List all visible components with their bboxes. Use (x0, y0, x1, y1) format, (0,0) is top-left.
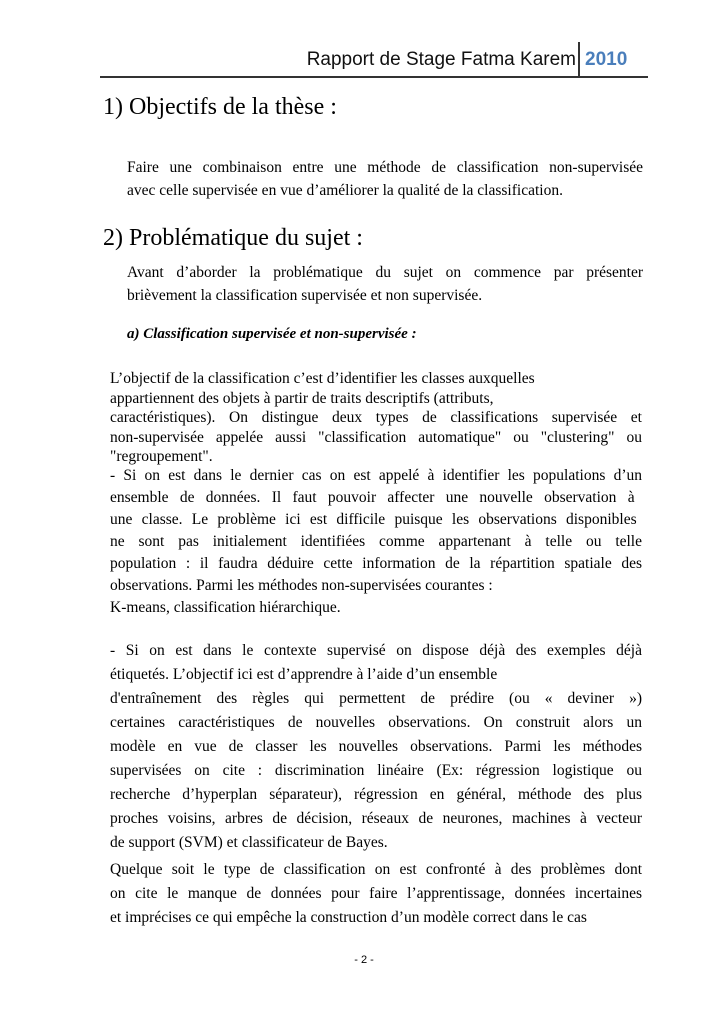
header-separator (578, 42, 580, 76)
section1-paragraph (127, 156, 643, 202)
text-line: ne sont pas initialement identifiées comme appartenant à telle ou telle (110, 533, 642, 550)
section2-paragraph (127, 261, 643, 307)
text-line: K-means, classification hiérarchique. (110, 599, 341, 616)
page-number: - 2 - (354, 954, 374, 966)
text-line: certaines caractéristiques de nouvelles observations. On construit alors un (110, 714, 642, 731)
text-line: de support (SVM) et classificateur de Bayes. (110, 834, 388, 851)
text-line: on cite le manque de données pour faire l’apprentissage, données incertaines (110, 885, 642, 902)
text-line: une classe. Le problème ici est difficile puisque les observations disponibles (110, 511, 637, 528)
text-line: L’objectif de la classification c’est d’identifier les classes auxquelles (110, 370, 535, 387)
paragraph-3 (110, 639, 642, 855)
text-line: supervisées on cite : discrimination linéaire (Ex: régression logistique ou (110, 762, 642, 779)
page-header (100, 40, 648, 76)
header-year: 2010 (585, 49, 628, 70)
text-line: population : il faudra déduire cette information de la répartition spatiale des (110, 555, 642, 572)
text-line: modèle en vue de classer les nouvelles observations. Parmi les méthodes (110, 738, 642, 755)
text-line: non-supervisée appelée aussi "classification automatique" ou "clustering" ou (110, 428, 642, 446)
text-line: et imprécises ce qui empêche la construction d’un modèle correct dans le cas (110, 909, 587, 926)
text-line: appartiennent des objets à partir de traits descriptifs (attributs, (110, 389, 494, 407)
text-line: brièvement la classification supervisée et non supervisée. (127, 287, 483, 304)
paragraph-1 (110, 369, 642, 467)
section1-heading: 1) Objectifs de la thèse : (103, 94, 337, 120)
section2-heading: 2) Problématique du sujet : (103, 225, 363, 251)
text-line: Quelque soit le type de classification on est confronté à des problèmes dont (110, 861, 642, 878)
subsection-heading: a) Classification supervisée et non-supervisée : (127, 326, 417, 342)
paragraph-4 (110, 858, 642, 930)
text-line: proches voisins, arbres de décision, réseaux de neurones, machines à vecteur (110, 810, 642, 827)
text-line: - Si on est dans le contexte supervisé on dispose déjà des exemples déjà (110, 642, 642, 659)
header-title: Rapport de Stage Fatma Karem (306, 49, 576, 70)
text-line: - Si on est dans le dernier cas on est appelé à identifier les populations d’un (110, 467, 642, 484)
text-line: caractéristiques). On distingue deux types de classifications supervisée et (110, 409, 642, 426)
text-line: avec celle supervisée en vue d’améliorer la qualité de la classification. (127, 182, 563, 199)
text-line: observations. Parmi les méthodes non-supervisées courantes : (110, 577, 493, 594)
header-rule (100, 76, 648, 78)
text-line: "regroupement". (110, 448, 213, 465)
text-line: ensemble de données. Il faut pouvoir affecter une nouvelle observation à (110, 489, 635, 506)
text-line: d'entraînement des règles qui permettent de prédire (ou « deviner ») (110, 690, 642, 707)
text-line: recherche d’hyperplan séparateur), régression en général, méthode des plus (110, 786, 642, 803)
text-line: Faire une combinaison entre une méthode de classification non-supervisée (127, 159, 643, 176)
text-line: Avant d’aborder la problématique du sujet on commence par présenter (127, 264, 643, 281)
text-line: étiquetés. L’objectif ici est d’apprendre à l’aide d’un ensemble (110, 666, 498, 683)
paragraph-2 (110, 465, 642, 619)
